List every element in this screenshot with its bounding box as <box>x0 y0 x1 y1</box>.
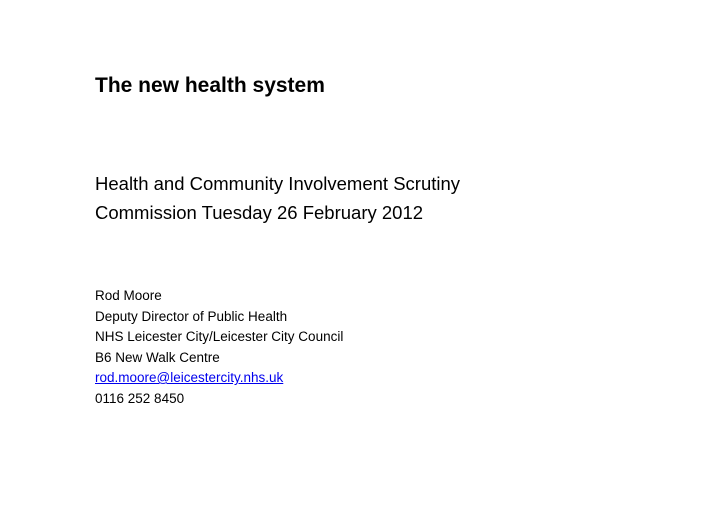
contact-address: B6 New Walk Centre <box>95 349 220 365</box>
contact-email-line <box>95 368 343 389</box>
contact-organisation: NHS Leicester City/Leicester City Council <box>95 329 344 344</box>
meeting-subtitle <box>95 169 460 227</box>
subtitle-line-2: Commission Tuesday 26 February 2012 <box>95 202 424 223</box>
document-title: The new health system <box>95 74 325 97</box>
contact-name: Rod Moore <box>95 288 162 303</box>
contact-phone: 0116 252 8450 <box>95 390 185 406</box>
contact-block <box>95 286 343 409</box>
subtitle-line-1: Health and Community Involvement Scrutiny <box>95 173 461 194</box>
contact-email-link[interactable]: rod.moore@leicestercity.nhs.uk <box>95 370 284 385</box>
contact-role: Deputy Director of Public Health <box>95 308 288 324</box>
